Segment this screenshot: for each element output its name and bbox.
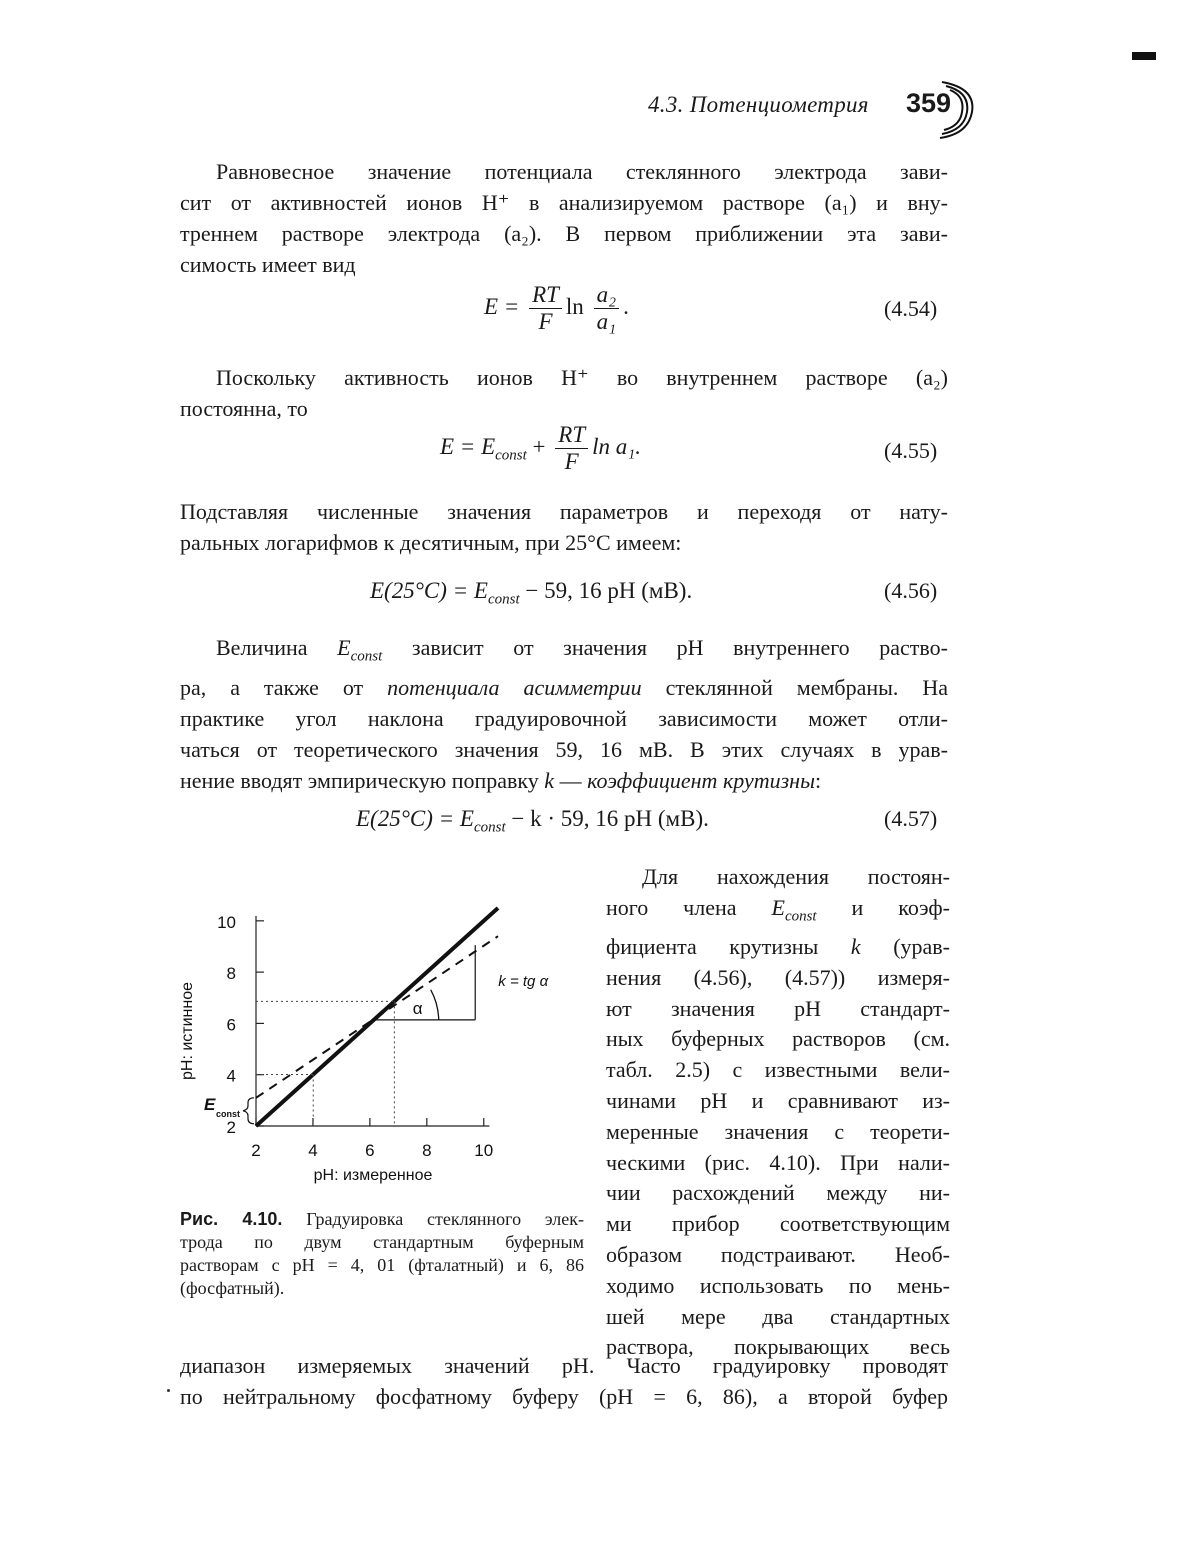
text-line: нение вводят эмпирическую поправку k — коэффициент крутизны: — [180, 768, 822, 794]
text-line: практике угол наклона градуировочной зависимости может отли- — [180, 706, 948, 732]
text-line: чаться от теоретического значения 59, 16 мВ. В этих случаях в урав- — [180, 737, 948, 763]
text-line: треннем растворе электрода (a₂). В первом приближении эта зави- — [180, 221, 948, 246]
page-number-swirl-icon — [936, 76, 980, 146]
equation-number: (4.55) — [884, 438, 938, 463]
text-line: Равновесное значение потенциала стеклянного электрода зави- — [216, 159, 948, 184]
text-line: по нейтральному фосфатному буферу (pH = 6, 86), а второй буфер — [180, 1383, 948, 1409]
x-tick-label: 10 — [474, 1141, 494, 1160]
equation-number: (4.57) — [884, 806, 938, 831]
text-line: Подставляя численные значения параметров и переходя от нату- — [180, 499, 948, 524]
eq-lhs: E = — [484, 293, 520, 319]
text-line: раствора, покрывающих весь — [606, 1334, 950, 1360]
calibration-chart — [176, 890, 596, 1200]
caption-line: Рис. 4.10. Градуировка стеклянного элек- — [180, 1209, 584, 1229]
series-line-dashed — [256, 936, 498, 1098]
equation-4-56: $E(25^\circ C) = E_{const} - 59$, 16 pH (мВ). — [370, 578, 693, 608]
paragraph-continuation — [180, 1351, 948, 1412]
text-line: ральных логарифмов к десятичным, при 25°C имеем: — [180, 530, 682, 555]
text-line: меренные значения с теорети- — [606, 1118, 950, 1144]
equation-4-55: $E = E_{const}$ + $\frac{RT}{F}$ ln a₁. — [440, 422, 642, 474]
paragraph-calibration — [606, 862, 950, 1363]
y-tick-label: 6 — [226, 1015, 236, 1035]
econst-brace — [243, 1098, 254, 1124]
text-line: ных буферных растворов (см. — [606, 1026, 950, 1052]
x-tick-label: 2 — [251, 1141, 261, 1160]
text-line: ного члена $E_{const}$ и коэф- — [606, 894, 950, 925]
text-line: ми прибор соответствующим — [606, 1211, 950, 1237]
text-line: ческими (рис. 4.10). При нали- — [606, 1149, 950, 1175]
text-line: табл. 2.5) с известными вели- — [606, 1057, 950, 1083]
equation-4-57: $E(25^\circ C) = E_{const} - k \cdot 59$, 16 pH (мВ). — [356, 806, 709, 836]
alpha-label: α — [412, 998, 423, 1018]
text-line: Величина $E_{const}$ зависит от значения pH внутреннего раство- — [216, 635, 948, 665]
angle-arc — [431, 990, 439, 1020]
paragraph-econst — [180, 632, 948, 796]
text-line: образом подстраивают. Необ- — [606, 1241, 950, 1267]
corner-mark — [1132, 52, 1156, 60]
figure-caption — [180, 1208, 584, 1300]
eq-fraction: $\frac{\text{a₂}}{\text{a₁}}$ — [594, 282, 620, 335]
slope-label: k = tg α — [498, 972, 549, 990]
y-tick-label: 2 — [226, 1118, 236, 1137]
x-axis-title: pH: измеренное — [313, 1167, 433, 1184]
econst-subscript: const — [216, 1108, 241, 1119]
text-line: симость имеет вид — [180, 252, 356, 277]
econst-label: E — [204, 1094, 216, 1114]
y-tick-label: 10 — [217, 912, 236, 932]
scan-speck — [167, 1389, 170, 1392]
equation-number: (4.54) — [884, 296, 938, 321]
running-header — [640, 88, 980, 132]
x-tick-label: 4 — [308, 1141, 318, 1160]
eq-fraction: $\frac{RT}{F}$ — [529, 282, 562, 335]
caption-line: растворам с pH = 4, 01 (фталатный) и 6, 86 — [180, 1255, 584, 1275]
caption-label: Рис. 4.10. — [180, 1209, 283, 1229]
text-line: ходимо использовать по мень- — [606, 1272, 950, 1298]
x-tick-label: 8 — [422, 1141, 432, 1160]
text-line: Поскольку активность ионов H⁺ во внутреннем растворе (a₂) — [216, 365, 948, 390]
y-tick-label: 4 — [226, 1066, 236, 1086]
text-line: чинами pH и сравнивают из- — [606, 1087, 950, 1113]
caption-line: (фосфатный). — [180, 1278, 285, 1298]
text-line: сит от активностей ионов H⁺ в анализируемом растворе (a₁) и вну- — [180, 190, 948, 215]
y-tick-label: 8 — [226, 964, 236, 984]
text-line: постоянна, то — [180, 396, 308, 421]
text-line: диапазон измеряемых значений pH. Часто градуировку проводят — [180, 1353, 948, 1378]
equation-4-54: E = $\frac{RT}{F}$ ln $\frac{\text{a₂}}{\text{a₁}}$ . — [484, 282, 629, 334]
paragraph-constant — [180, 362, 948, 424]
running-header-title: 4.3. Потенциометрия — [648, 92, 869, 117]
text-line: Для нахождения постоян- — [642, 864, 950, 889]
equation-number: (4.56) — [884, 578, 938, 603]
text-line: шей мере два стандартных — [606, 1303, 950, 1329]
text-line: ра, а также от потенциала асимметрии стеклянной мембраны. На — [180, 675, 948, 701]
caption-line: трода по двум стандартным буферным — [180, 1232, 584, 1252]
text-line: фициента крутизны k (урав- — [606, 933, 951, 959]
text-line: ют значения pH стандарт- — [606, 995, 950, 1021]
page-number: 359 — [906, 88, 952, 118]
paragraph-intro — [180, 156, 948, 280]
text-line: чии расхождений между ни- — [606, 1180, 950, 1206]
x-tick-label: 6 — [365, 1141, 375, 1160]
text-line: нения (4.56), (4.57)) измеря- — [606, 964, 950, 990]
y-axis-title: pH: истинное — [179, 981, 196, 1081]
paragraph-substitution — [180, 496, 948, 558]
eq-fraction: $\frac{RT}{F}$ — [555, 422, 588, 475]
